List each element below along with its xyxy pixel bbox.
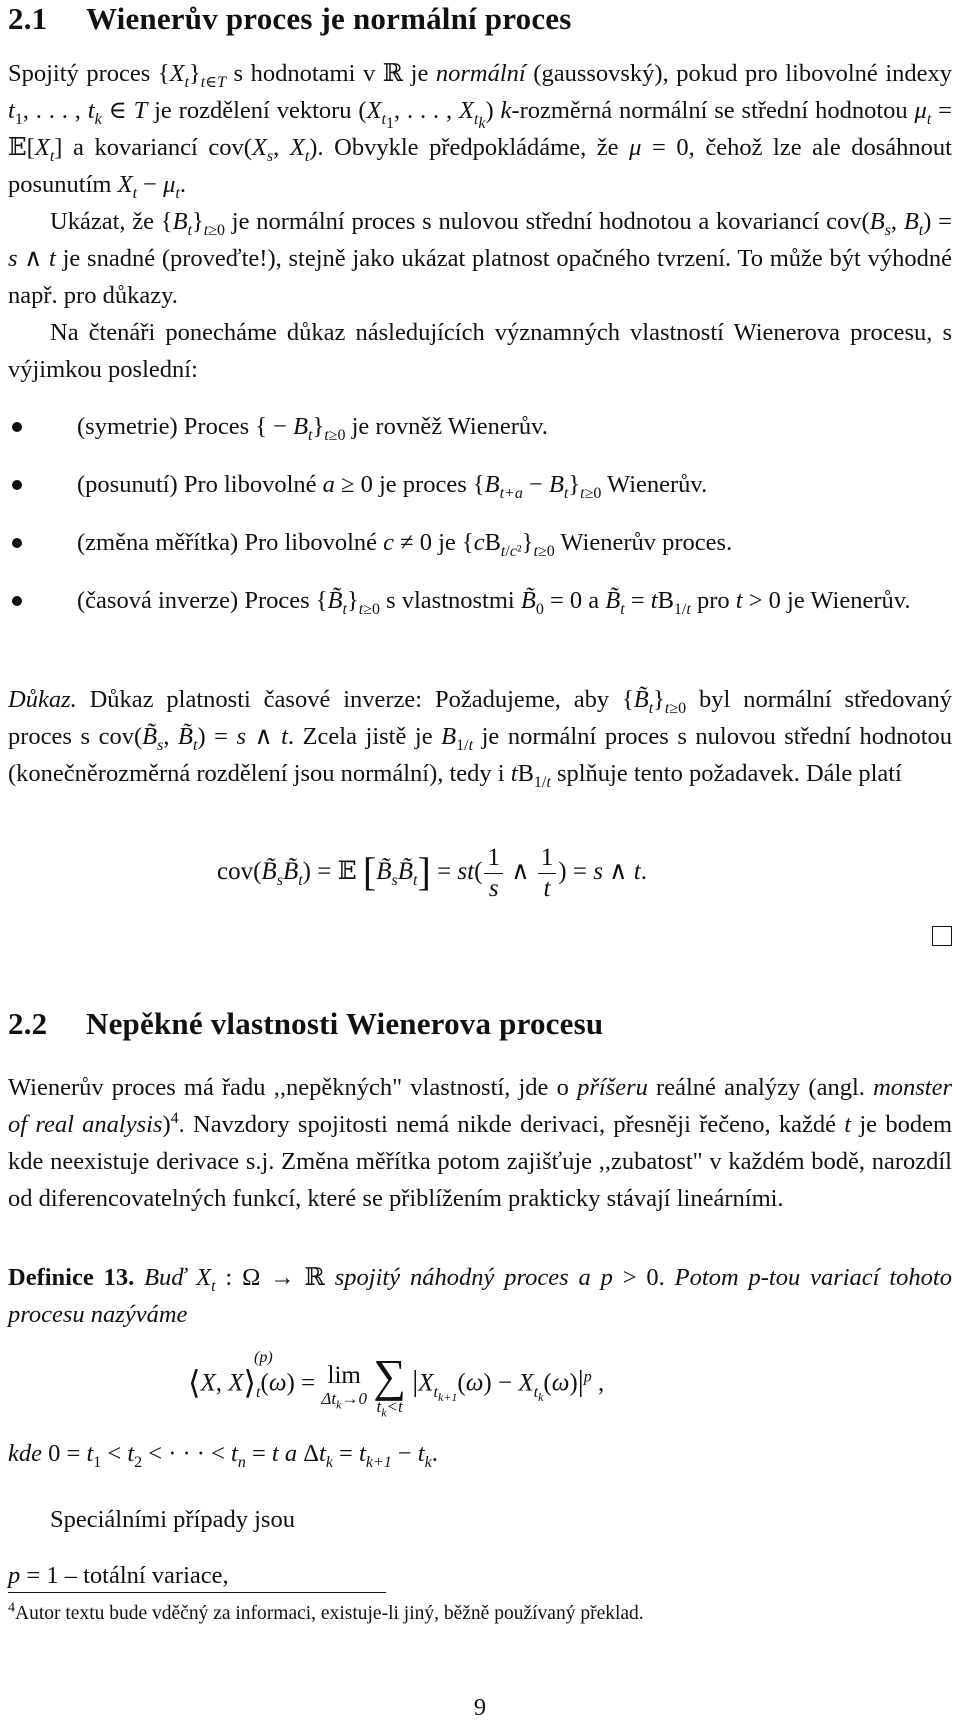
text-fragment: reálné analýzy (angl.: [656, 1074, 865, 1101]
list-item-scaling: (změna měřítka) Pro libovolné c ≠ 0 je $\{cB_{t/c^2}\}_{t\ge 0}$ Wienerův proces.: [8, 524, 952, 561]
footnote: [8, 1600, 644, 1628]
text-fragment: – totální variace,: [64, 1562, 229, 1589]
definition-label: Definice 13.: [8, 1264, 135, 1291]
text-fragment: a: [284, 1440, 298, 1467]
text-fragment: -rozměrná normální se střední hodnotou: [511, 97, 908, 124]
list-item-time-inversion: (časová inverze) Proces $\{B̃_t\}_{t\ge 0}$ s vlastnostmi $B̃_0 = 0$ a $B̃_t = tB_{1/t}$ pro t > 0 je Wienerův.: [8, 582, 952, 619]
text-fragment: pro: [696, 587, 730, 614]
equation-p-variation: ⟨X, $X⟩_{t (p)}$ (ω) = lim $\Delta t_k\to 0$ ∑ $t_k<t$ $|X_{t_{k+1}}(\omega) - X_{t_k}(\omega)|^p$ ,: [188, 1348, 605, 1420]
paragraph-properties-intro: Na čtenáři ponecháme důkaz následujících významných vlastností Wienerova procesu, s výjimkou poslední:: [8, 319, 952, 383]
text-fragment: je normální proces s nulovou střední hodnotou (konečněrozměrná rozdělení jsou normální), tedy i: [8, 723, 953, 787]
footnote-mark: 4: [8, 1600, 15, 1616]
equation-covariance: $cov(B̃_sB̃_t)$ = 𝔼 $[B̃_sB̃_t] = st$( $\frac{1}{s}$ ∧ $\frac{1}{t}$ ) = s ∧ t.: [217, 844, 647, 902]
section-title: Nepěkné vlastnosti Wienerova procesu: [86, 1006, 604, 1041]
text-fragment: Ukázat, že: [50, 208, 155, 235]
text-fragment: je proces: [379, 471, 467, 498]
paragraph-normal-process: Spojitý proces $\{X_t\}_{t\in T}$ s hodnotami v ℝ je normální (gaussovský), pokud pro libovolné indexy $t_1$, . . . , $t_k$ ∈ T je rozdělení vektoru ($X_{t_1}$, . . . , $X_{t_k}$) k-rozměrná normální se střední hodnotou $\mu_t$ = $𝔼[X_t]$ a kovariancí $cov(X_s$, $X_t$). Obvykle předpokládáme, že μ = 0, čehož lze ale dosáhnout posunutím $X_t - \mu_t$.: [8, 60, 953, 202]
text-fragment: kde: [8, 1440, 42, 1467]
text-fragment: (časová inverze) Proces: [77, 587, 310, 614]
footnote-rule: [8, 1592, 386, 1593]
emphasis-monster: monster of real analysis: [8, 1074, 953, 1138]
text-fragment: Důkaz platnosti časové inverze: Požadujeme, aby: [89, 686, 610, 713]
section-number: 2.1: [8, 1, 48, 36]
text-fragment: (změna měřítka) Pro libovolné: [77, 529, 378, 556]
text-fragment: je normální proces s nulovou střední hodnotou a kovariancí: [231, 208, 820, 235]
text-fragment: . Zcela jistě je: [287, 723, 433, 750]
section-number: 2.2: [8, 1006, 48, 1041]
paragraph-unpleasant-properties: Wienerův proces má řadu ,,nepěkných" vlastností, jde o příšeru reálné analýzy (angl. monster of real analysis)$^4$. Navzdory spojitosti nemá nikde derivaci, přesněji řečeno, každé t je bodem kde neexistuje derivace s.j. Změna měřítka potom zajišťuje ,,zubatost" v každém bodě, narozdíl od diferencovatelných funkcí, které se přiblížením prakticky stávají lineárními.: [8, 1074, 953, 1212]
text-fragment: je: [438, 529, 456, 556]
properties-list: [8, 408, 952, 619]
special-case-total-variation: p = 1 – totální variace,: [8, 1562, 229, 1589]
text-fragment: byl normální středovaný proces s: [8, 686, 953, 750]
text-fragment: a: [588, 587, 600, 614]
text-fragment: , čehož lze ale dosáhnout posunutím: [8, 134, 952, 198]
text-fragment: Spojitý proces: [8, 60, 151, 87]
proof-paragraph: Důkaz. Důkaz platnosti časové inverze: Požadujeme, aby $\{B̃_t\}_{t\ge 0}$ byl normální středovaný proces s $cov(B̃_s$, $B̃_t) = s$ ∧ t. Zcela jistě je $B_{1/t}$ je normální proces s nulovou střední hodnotou (konečněrozměrná rozdělení jsou normální), tedy i $tB_{1/t}$ splňuje tento požadavek. Dále platí: [8, 686, 953, 791]
list-item-shift: (posunutí) Pro libovolné a ≥ 0 je proces $\{B_{t+a} - B_t\}_{t\ge 0}$ Wienerův.: [8, 466, 952, 503]
proof-label: Důkaz.: [8, 686, 77, 713]
text-fragment: Potom p-tou variací tohoto procesu nazýváme: [8, 1264, 952, 1328]
emphasis-priseru: příšeru: [577, 1074, 648, 1101]
page: [8, 0, 952, 1729]
bullet-icon: [12, 480, 22, 490]
list-item-symmetry: (symetrie) Proces { − $B_t\}_{t\ge 0}$ je rovněž Wienerův.: [8, 408, 952, 445]
paragraph-zero-mean: Ukázat, že $\{B_t\}_{t\ge 0}$ je normální proces s nulovou střední hodnotou a kovariancí $cov(B_s$, $B_t) = s$ ∧ t je snadné (proveďte!), stejně jako ukázat platnost opačného tvrzení. To může být výhodné např. pro důkazy.: [8, 208, 953, 309]
text-fragment: a kovariancí: [73, 134, 198, 161]
definition-13: Definice 13. Buď $X_t$ : Ω → ℝ spojitý náhodný proces a p > 0. Potom p-tou variací tohoto procesu nazýváme: [8, 1264, 952, 1328]
text-fragment: je rozdělení vektoru: [154, 97, 352, 124]
page-number: 9: [473, 1694, 487, 1721]
text-fragment: je rovněž Wienerův.: [351, 413, 548, 440]
paragraph-special-cases: Speciálními případy jsou: [50, 1506, 295, 1533]
text-fragment: s hodnotami v ℝ je: [233, 60, 429, 87]
text-fragment: (posunutí) Pro libovolné: [77, 471, 317, 498]
text-fragment: splňuje tento požadavek. Dále platí: [556, 760, 902, 787]
qed-square-icon: [932, 926, 952, 946]
text-fragment: . Navzdory spojitosti nemá nikde derivaci, přesněji řečeno, každé: [178, 1111, 836, 1138]
footnote-text: Autor textu bude vděčný za informaci, existuje-li jiný, běžně používaný překlad.: [15, 1603, 644, 1624]
text-fragment: Wienerův proces má řadu ,,nepěkných" vlastností, jde o: [8, 1074, 569, 1101]
text-fragment: (gaussovský), pokud pro libovolné indexy: [533, 60, 953, 87]
text-fragment: je snadné (proveďte!), stejně jako ukázat platnost opačného tvrzení. To může být výhodné např. pro důkazy.: [8, 245, 953, 309]
text-fragment: je bodem kde neexistuje derivace s.j. Změna měřítka potom zajišťuje ,,zubatost" v každém bodě, narozdíl od diferencovatelných funkcí, které se přiblížením prakticky stávají lineárními.: [8, 1111, 953, 1212]
bullet-icon: [12, 596, 22, 606]
definition-continuation: kde $0 = t_1 < t_2$ < · · · < $t_n = t$ a $\Delta t_k = t_{k+1} - t_k$.: [8, 1440, 438, 1471]
text-fragment: Wienerův proces.: [560, 529, 733, 556]
text-fragment: . Obvykle předpokládáme, že: [317, 134, 619, 161]
section-title: Wienerův proces je normální proces: [86, 1, 572, 36]
text-fragment: (symetrie) Proces: [77, 413, 250, 440]
text-fragment: Buď: [144, 1264, 187, 1291]
bullet-icon: [12, 538, 22, 548]
section-heading-2-2: [8, 1007, 952, 1041]
text-fragment: s vlastnostmi: [386, 587, 515, 614]
text-fragment: je Wienerův.: [787, 587, 911, 614]
section-heading-2-1: [8, 2, 952, 36]
text-fragment: spojitý náhodný proces a: [334, 1264, 591, 1291]
text-fragment: Wienerův.: [607, 471, 708, 498]
footnote-ref[interactable]: 4: [170, 1109, 179, 1127]
bullet-icon: [12, 422, 22, 432]
emphasis-normalni: normální: [435, 60, 526, 87]
